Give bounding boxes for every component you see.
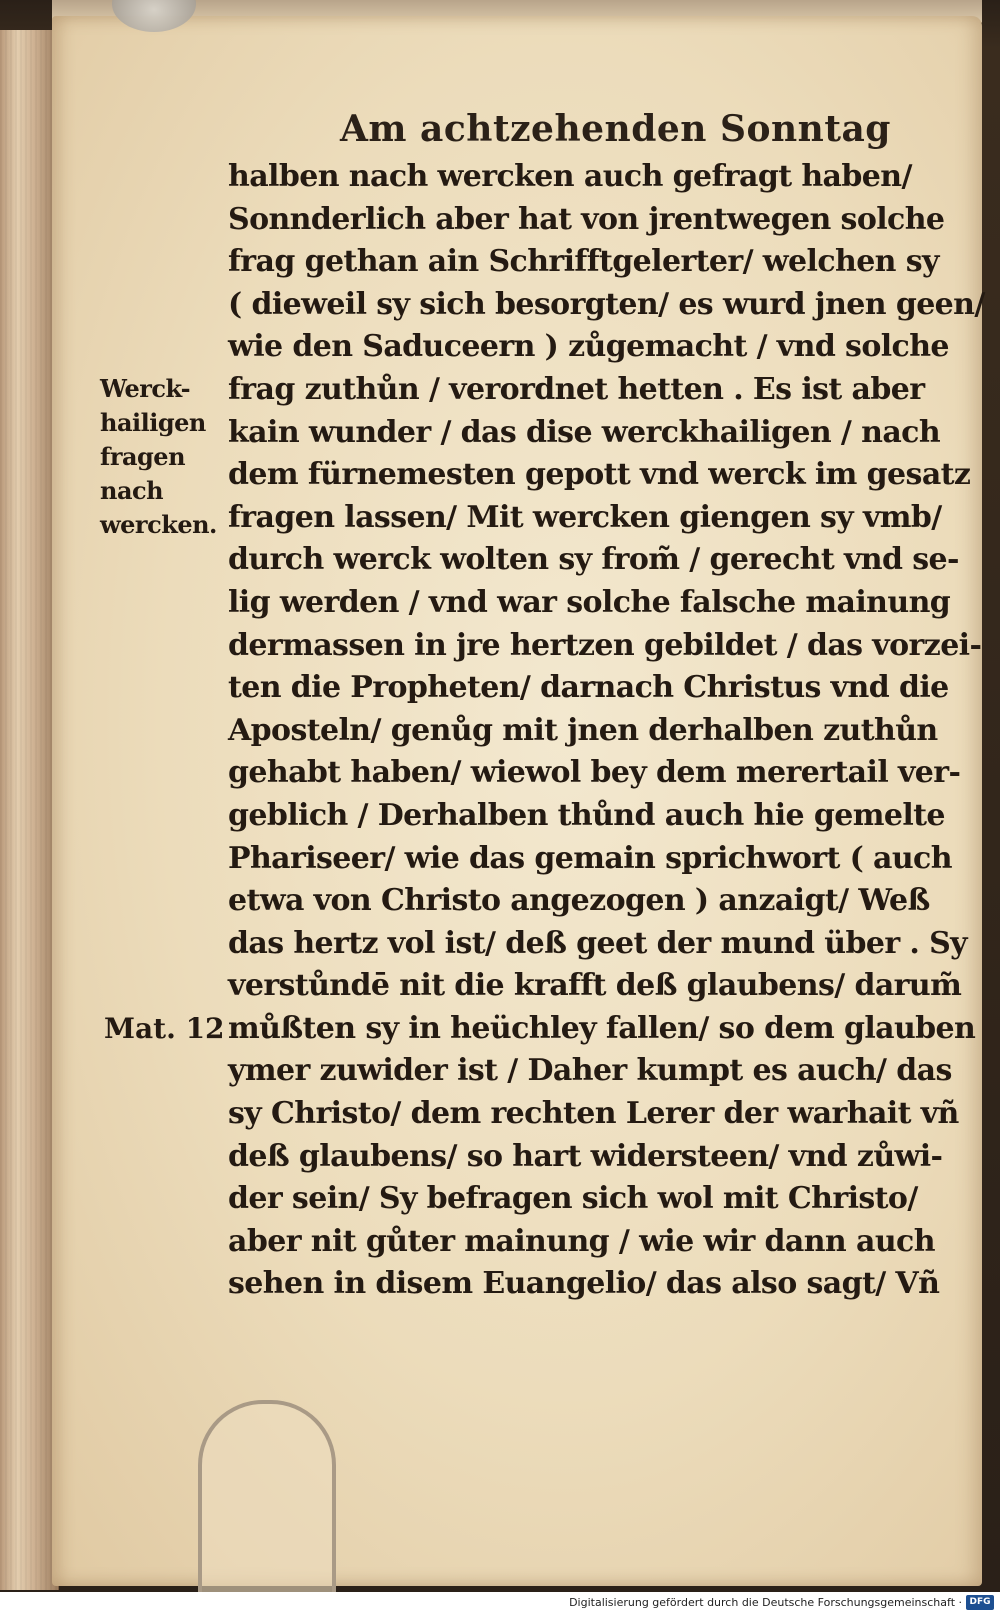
text-line: ymer zuwider ist / Daher kumpt es auch/ das — [228, 1053, 952, 1089]
text-line: deß glaubens/ so hart widersteen/ vnd zůwi- — [228, 1138, 943, 1174]
holding-clip-bottom — [198, 1400, 336, 1604]
text-line: gehabt haben/ wiewol bey dem merertail ver- — [228, 755, 961, 791]
footer-bar — [0, 1592, 1000, 1614]
marginal-reference: Mat. 12 — [104, 1012, 225, 1045]
book-page-edges — [0, 30, 59, 1590]
dfg-logo: DFG — [966, 1595, 994, 1610]
text-line: sy Christo/ dem rechten Lerer der warhait vñ — [228, 1096, 959, 1132]
footer-credit: Digitalisierung gefördert durch die Deutsche Forschungsgemeinschaft · — [569, 1596, 962, 1609]
text-line: kain wunder / das dise werckhailigen / nach — [228, 414, 941, 450]
text-line: etwa von Christo angezogen ) anzaigt/ Weß — [228, 883, 930, 919]
text-line: Sonnderlich aber hat von jrentwegen solche — [228, 201, 945, 237]
text-line: lig werden / vnd war solche falsche mainung — [228, 584, 951, 620]
running-head: Am achtzehenden Sonntag — [340, 108, 891, 150]
body-text — [228, 156, 985, 1306]
text-line: sehen in disem Euangelio/ das also sagt/ Vñ — [228, 1266, 940, 1302]
text-line: dermassen in jre hertzen gebildet / das vorzei- — [228, 627, 982, 663]
text-line: das hertz vol ist/ deß geet der mund über . Sy — [228, 925, 967, 961]
marginal-line: wercken. — [100, 510, 217, 539]
text-line: wie den Saduceern ) zůgemacht / vnd solche — [228, 329, 949, 365]
text-line: der sein/ Sy befragen sich wol mit Christo/ — [228, 1181, 918, 1217]
text-line: durch werck wolten sy from̃ / gerecht vnd se- — [228, 542, 959, 578]
marginal-note — [100, 372, 230, 542]
text-line: dem fürnemesten gepott vnd werck im gesatz — [228, 457, 971, 493]
text-line: Aposteln/ genůg mit jnen derhalben zuthůn — [228, 712, 938, 748]
text-line: Phariseer/ wie das gemain sprichwort ( auch — [228, 840, 952, 876]
text-line: frag zuthůn / verordnet hetten . Es ist aber — [228, 371, 925, 407]
marginal-line: fragen — [100, 442, 186, 471]
text-line: geblich / Derhalben thůnd auch hie gemelte — [228, 797, 945, 833]
text-line: halben nach wercken auch gefragt haben/ — [228, 159, 912, 194]
marginal-line: Werck- — [100, 374, 191, 403]
marginal-line: hailigen — [100, 408, 206, 437]
text-line: fragen lassen/ Mit wercken giengen sy vmb/ — [228, 499, 942, 535]
text-line: ( dieweil sy sich besorgten/ es wurd jnen geen/ — [228, 286, 985, 322]
text-line: frag gethan ain Schrifftgelerter/ welchen sy — [228, 244, 939, 280]
text-line: ten die Propheten/ darnach Christus vnd die — [228, 670, 949, 706]
text-line: můßten sy in heüchley fallen/ so dem glauben — [228, 1010, 976, 1046]
marginal-line: nach — [100, 476, 164, 505]
text-line: verstůndē nit die krafft deß glaubens/ darum̃ — [228, 968, 962, 1004]
text-line: aber nit gůter mainung / wie wir dann auch — [228, 1223, 935, 1259]
